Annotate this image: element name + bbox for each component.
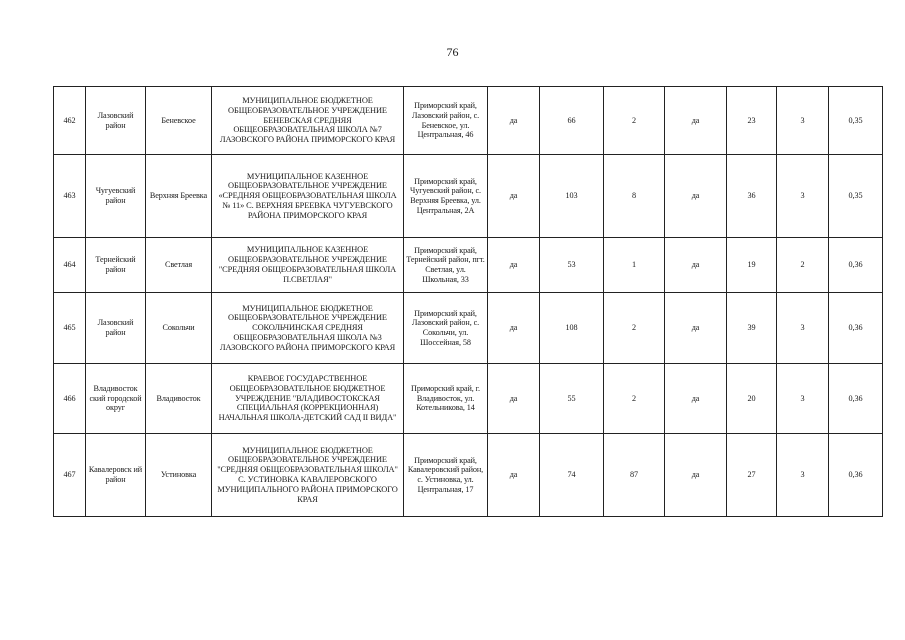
- locality-cell: Беневское: [146, 87, 212, 155]
- value-cell: 3: [777, 87, 829, 155]
- flag-cell: да: [488, 364, 540, 434]
- row-number: 467: [54, 434, 86, 517]
- flag-cell: да: [665, 155, 727, 238]
- value-cell: 23: [727, 87, 777, 155]
- row-number: 466: [54, 364, 86, 434]
- row-number: 465: [54, 293, 86, 364]
- ratio-cell: 0,36: [829, 293, 883, 364]
- flag-cell: да: [665, 434, 727, 517]
- value-cell: 66: [540, 87, 604, 155]
- address-cell: Приморский край, Лазовский район, с. Беневское, ул. Центральная, 46: [404, 87, 488, 155]
- district-cell: Чугуевский район: [86, 155, 146, 238]
- value-cell: 20: [727, 364, 777, 434]
- value-cell: 108: [540, 293, 604, 364]
- locality-cell: Верхняя Бреевка: [146, 155, 212, 238]
- value-cell: 36: [727, 155, 777, 238]
- value-cell: 53: [540, 238, 604, 293]
- school-name-cell: МУНИЦИПАЛЬНОЕ БЮДЖЕТНОЕ ОБЩЕОБРАЗОВАТЕЛЬНОЕ УЧРЕЖДЕНИЕ "СРЕДНЯЯ ОБЩЕОБРАЗОВАТЕЛЬНАЯ ШКОЛА" С. УСТИНОВКА КАВАЛЕРОВСКОГО МУНИЦИПАЛЬНОГО РАЙОНА ПРИМОРСКОГО КРАЯ: [212, 434, 404, 517]
- value-cell: 8: [604, 155, 665, 238]
- district-cell: Владивосток ский городской округ: [86, 364, 146, 434]
- ratio-cell: 0,36: [829, 364, 883, 434]
- address-cell: Приморский край, Чугуевский район, с. Верхняя Бреевка, ул. Центральная, 2А: [404, 155, 488, 238]
- address-cell: Приморский край, г. Владивосток, ул. Котельникова, 14: [404, 364, 488, 434]
- value-cell: 55: [540, 364, 604, 434]
- address-cell: Приморский край, Тернейский район, пгт. Светлая, ул. Школьная, 33: [404, 238, 488, 293]
- district-cell: Лазовский район: [86, 87, 146, 155]
- value-cell: 2: [604, 87, 665, 155]
- flag-cell: да: [488, 293, 540, 364]
- row-number: 462: [54, 87, 86, 155]
- locality-cell: Светлая: [146, 238, 212, 293]
- value-cell: 2: [604, 364, 665, 434]
- district-cell: Тернейский район: [86, 238, 146, 293]
- value-cell: 2: [777, 238, 829, 293]
- flag-cell: да: [665, 364, 727, 434]
- value-cell: 1: [604, 238, 665, 293]
- value-cell: 87: [604, 434, 665, 517]
- flag-cell: да: [665, 293, 727, 364]
- flag-cell: да: [665, 238, 727, 293]
- locality-cell: Владивосток: [146, 364, 212, 434]
- value-cell: 27: [727, 434, 777, 517]
- flag-cell: да: [488, 434, 540, 517]
- value-cell: 103: [540, 155, 604, 238]
- address-cell: Приморский край, Кавалеровский район, с. Устиновка, ул. Центральная, 17: [404, 434, 488, 517]
- ratio-cell: 0,36: [829, 434, 883, 517]
- school-name-cell: КРАЕВОЕ ГОСУДАРСТВЕННОЕ ОБЩЕОБРАЗОВАТЕЛЬНОЕ БЮДЖЕТНОЕ УЧРЕЖДЕНИЕ "ВЛАДИВОСТОКСКАЯ СПЕЦИАЛЬНАЯ (КОРРЕКЦИОННАЯ) НАЧАЛЬНАЯ ШКОЛА-ДЕТСКИЙ САД II ВИДА": [212, 364, 404, 434]
- flag-cell: да: [488, 87, 540, 155]
- table-row: [54, 434, 883, 517]
- flag-cell: да: [665, 87, 727, 155]
- page-number: 76: [446, 45, 459, 59]
- table-row: [54, 293, 883, 364]
- locality-cell: Сокольчи: [146, 293, 212, 364]
- school-name-cell: МУНИЦИПАЛЬНОЕ КАЗЕННОЕ ОБЩЕОБРАЗОВАТЕЛЬНОЕ УЧРЕЖДЕНИЕ «СРЕДНЯЯ ОБЩЕОБРАЗОВАТЕЛЬНАЯ ШКОЛА № 11» С. ВЕРХНЯЯ БРЕЕВКА ЧУГУЕВСКОГО РАЙОНА ПРИМОРСКОГО КРАЯ: [212, 155, 404, 238]
- school-name-cell: МУНИЦИПАЛЬНОЕ БЮДЖЕТНОЕ ОБЩЕОБРАЗОВАТЕЛЬНОЕ УЧРЕЖДЕНИЕ СОКОЛЬЧИНСКАЯ СРЕДНЯЯ ОБЩЕОБРАЗОВАТЕЛЬНАЯ ШКОЛА №3 ЛАЗОВСКОГО РАЙОНА ПРИМОРСКОГО КРАЯ: [212, 293, 404, 364]
- school-registry-table: [53, 86, 883, 517]
- district-cell: Кавалеровск ий район: [86, 434, 146, 517]
- flag-cell: да: [488, 238, 540, 293]
- value-cell: 39: [727, 293, 777, 364]
- flag-cell: да: [488, 155, 540, 238]
- table-row: [54, 155, 883, 238]
- table-row: [54, 238, 883, 293]
- value-cell: 74: [540, 434, 604, 517]
- ratio-cell: 0,35: [829, 155, 883, 238]
- value-cell: 3: [777, 364, 829, 434]
- district-cell: Лазовский район: [86, 293, 146, 364]
- ratio-cell: 0,36: [829, 238, 883, 293]
- school-name-cell: МУНИЦИПАЛЬНОЕ КАЗЕННОЕ ОБЩЕОБРАЗОВАТЕЛЬНОЕ УЧРЕЖДЕНИЕ "СРЕДНЯЯ ОБЩЕОБРАЗОВАТЕЛЬНАЯ ШКОЛА П.СВЕТЛАЯ": [212, 238, 404, 293]
- value-cell: 19: [727, 238, 777, 293]
- table-row: [54, 87, 883, 155]
- address-cell: Приморский край, Лазовский район, с. Сокольчи, ул. Шоссейная, 58: [404, 293, 488, 364]
- row-number: 463: [54, 155, 86, 238]
- value-cell: 2: [604, 293, 665, 364]
- locality-cell: Устиновка: [146, 434, 212, 517]
- value-cell: 3: [777, 434, 829, 517]
- row-number: 464: [54, 238, 86, 293]
- table-row: [54, 364, 883, 434]
- value-cell: 3: [777, 293, 829, 364]
- value-cell: 3: [777, 155, 829, 238]
- ratio-cell: 0,35: [829, 87, 883, 155]
- school-name-cell: МУНИЦИПАЛЬНОЕ БЮДЖЕТНОЕ ОБЩЕОБРАЗОВАТЕЛЬНОЕ УЧРЕЖДЕНИЕ БЕНЕВСКАЯ СРЕДНЯЯ ОБЩЕОБРАЗОВАТЕЛЬНАЯ ШКОЛА №7 ЛАЗОВСКОГО РАЙОНА ПРИМОРСКОГО КРАЯ: [212, 87, 404, 155]
